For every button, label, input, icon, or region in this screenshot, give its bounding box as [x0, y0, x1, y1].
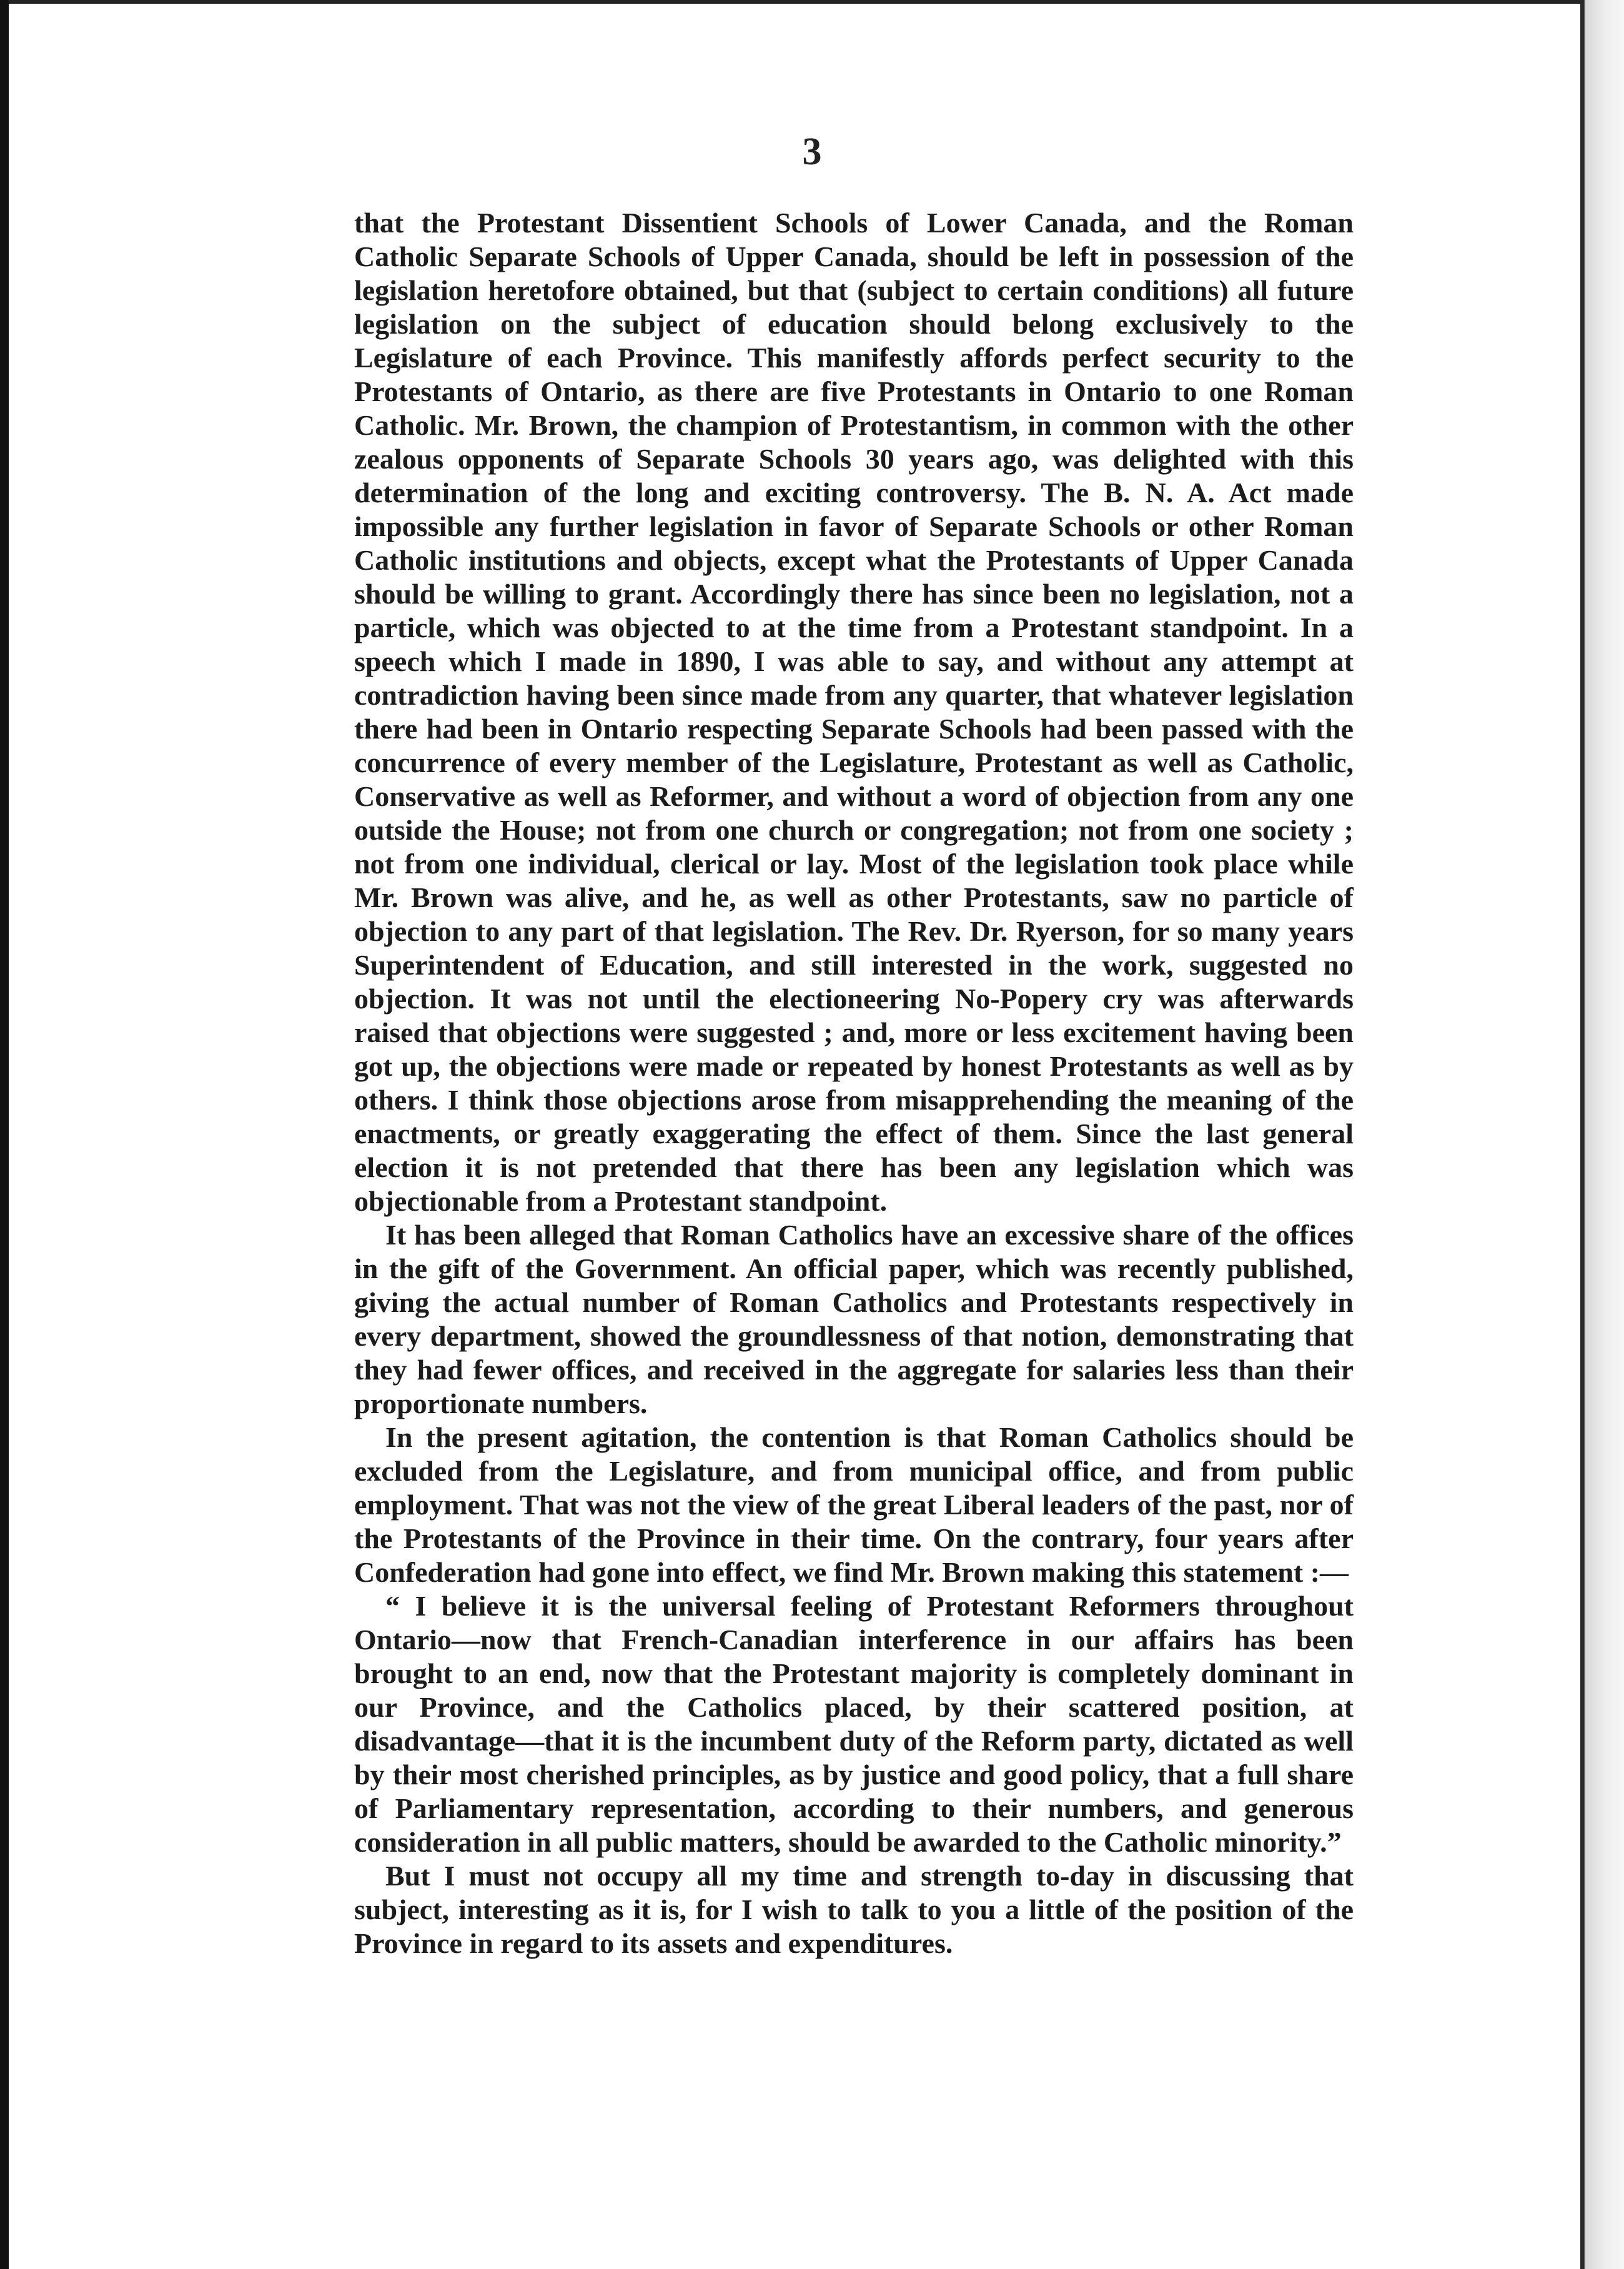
body-text	[354, 206, 1354, 2093]
quotation-brown: “ I believe it is the universal feeling of Protestant Reformers throughout Ontario—now that French-Canadian interference in our affairs has been brought to an end, now that the Protestant majority is completely dominant in our Province, and the Catholics placed, by their scattered position, at disadvantage—that it is the incumbent duty of the Reform party, dictated as well by their most cherished principles, as by justice and good policy, that a full share of Parliamentary representation, according to their numbers, and generous consideration in all public matters, should be awarded to the Catholic minority.”	[354, 1590, 1354, 1858]
paragraph-present-agitation: In the present agitation, the contention is that Roman Catholics should be excluded from the Legislature, and from municipal office, and from public employment. That was not the view of the great Liberal leaders of the past, nor of the Protestants of the Province in their time. On the contrary, four years after Confederation had gone into effect, we find Mr. Brown making this statement :—	[354, 1421, 1354, 1588]
paragraph-separate-schools: that the Protestant Dissentient Schools of Lower Canada, and the Roman Catholic Separate Schools of Upper Canada, should be left in possession of the legislation heretofore obtained, but that (subject to certain conditions) all future legislation on the subject of education should belong exclusively to the Legislature of each Province. This manifestly affords perfect security to the Protestants of Ontario, as there are five Protestants in Ontario to one Roman Catholic. Mr. Brown, the champion of Protestantism, in common with the other zealous opponents of Separate Schools 30 years ago, was delighted with this determination of the long and exciting controversy. The B. N. A. Act made impossible any further legislation in favor of Separate Schools or other Roman Catholic institutions and objects, except what the Protestants of Upper Canada should be willing to grant. Accordingly there has since been no legislation, not a particle, which was objected to at the time from a Protestant standpoint. In a speech which I made in 1890, I was able to say, and without any attempt at contradiction having been since made from any quarter, that whatever legislation there had been in Ontario respecting Separate Schools had been passed with the concurrence of every member of the Legislature, Protestant as well as Catholic, Conservative as well as Reformer, and without a word of objection from any one outside the House; not from one church or congregation; not from one society ; not from one individual, clerical or lay. Most of the legislation took place while Mr. Brown was alive, and he, as well as other Protestants, saw no particle of objection to any part of that legislation. The Rev. Dr. Ryerson, for so many years Superintendent of Education, and still interested in the work, suggested no objection. It was not until the electioneering No-Popery cry was afterwards raised that objections were suggested ; and, more or less excitement having been got up, the objections were made or repeated by honest Protestants as well as by others. I think those objections arose from misapprehending the meaning of the enactments, or greatly exaggerating the effect of them. Since the last general election it is not pretended that there has been any legislation which was objectionable from a Protestant standpoint.	[354, 207, 1354, 1217]
page-number: 3	[802, 131, 822, 173]
paragraph-offices: It has been alleged that Roman Catholics have an excessive share of the offices in the gift of the Government. An official paper, which was recently published, giving the actual number of Roman Catholics and Protestants respectively in every department, showed the groundlessness of that notion, demonstrating that they had fewer offices, and received in the aggregate for salaries less than their proportionate numbers.	[354, 1219, 1354, 1419]
paragraph-closing: But I must not occupy all my time and strength to-day in discussing that subject, interesting as it is, for I wish to talk to you a little of the position of the Province in regard to its assets and expenditures.	[354, 1860, 1354, 1959]
scan-edge-right	[1580, 0, 1624, 2269]
scan-edge-left	[0, 0, 9, 2269]
scan-edge-top	[0, 0, 1624, 4]
